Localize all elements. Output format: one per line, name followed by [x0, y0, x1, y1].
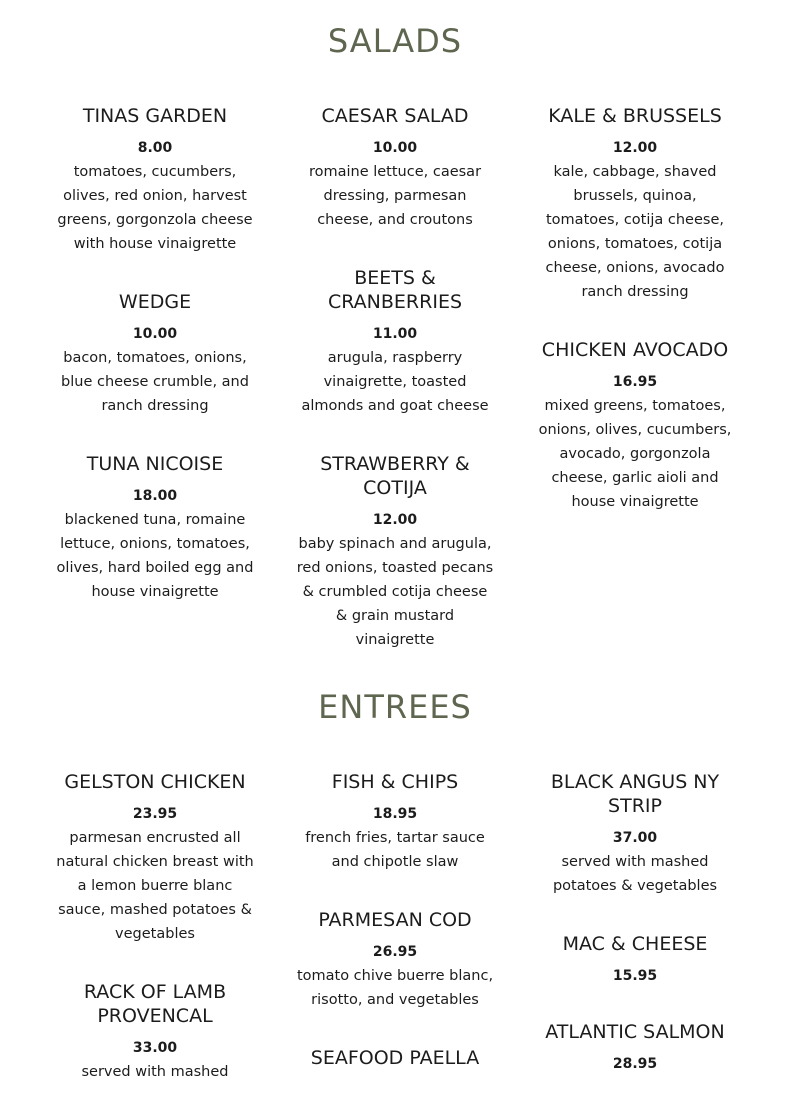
menu-item	[535, 770, 735, 898]
item-price: 12.00	[612, 140, 658, 156]
menu-item	[295, 1046, 495, 1070]
entrees-column-2	[295, 770, 495, 1104]
menu-item	[55, 980, 255, 1084]
item-description: romaine lettuce, caesar dressing, parmesan cheese, and croutons	[308, 164, 482, 228]
menu-item	[295, 452, 495, 652]
item-description: arugula, raspberry vinaigrette, toasted almonds and goat cheese	[301, 350, 489, 414]
entrees-heading: ENTREES	[318, 688, 472, 726]
item-name: KALE & BRUSSELS	[548, 105, 722, 127]
item-price: 16.95	[612, 374, 658, 390]
item-price: 10.00	[132, 326, 178, 342]
item-price: 18.95	[372, 806, 418, 822]
menu-item	[55, 770, 255, 946]
item-name: MAC & CHEESE	[562, 933, 708, 955]
item-description: mixed greens, tomatoes, onions, olives, cucumbers, avocado, gorgonzola cheese, garlic aioli and house vinaigrette	[538, 398, 732, 510]
item-price: 8.00	[137, 140, 173, 156]
item-name: TUNA NICOISE	[86, 453, 224, 475]
item-description: served with mashed	[81, 1064, 229, 1080]
item-name: CHICKEN AVOCADO	[541, 339, 729, 361]
menu-item	[55, 104, 255, 256]
item-name: BEETS & CRANBERRIES	[327, 267, 463, 313]
item-name: GELSTON CHICKEN	[64, 771, 246, 793]
item-description: tomato chive buerre blanc, risotto, and vegetables	[296, 968, 494, 1008]
menu-item	[535, 932, 735, 986]
salads-heading: SALADS	[327, 22, 463, 60]
menu-item	[535, 338, 735, 514]
item-description: parmesan encrusted all natural chicken breast with a lemon buerre blanc sauce, mashed potatoes & vegetables	[56, 830, 254, 942]
salads-column-2	[295, 104, 495, 686]
item-description: tomatoes, cucumbers, olives, red onion, harvest greens, gorgonzola cheese with house vinaigrette	[57, 164, 253, 252]
item-price: 28.95	[612, 1056, 658, 1072]
item-description: baby spinach and arugula, red onions, toasted pecans & crumbled cotija cheese & grain mustard vinaigrette	[296, 536, 494, 648]
menu-item	[295, 908, 495, 1012]
item-name: SEAFOOD PAELLA	[310, 1047, 480, 1069]
item-description: bacon, tomatoes, onions, blue cheese crumble, and ranch dressing	[61, 350, 249, 414]
item-description: kale, cabbage, shaved brussels, quinoa, tomatoes, cotija cheese, onions, tomatoes, cotija cheese, onions, avocado ranch dressing	[545, 164, 725, 300]
item-price: 37.00	[612, 830, 658, 846]
menu-item	[535, 104, 735, 304]
item-name: ATLANTIC SALMON	[545, 1021, 725, 1043]
item-price: 10.00	[372, 140, 418, 156]
item-price: 18.00	[132, 488, 178, 504]
item-description: blackened tuna, romaine lettuce, onions, tomatoes, olives, hard boiled egg and house vinaigrette	[56, 512, 254, 600]
item-price: 26.95	[372, 944, 418, 960]
item-price: 12.00	[372, 512, 418, 528]
item-name: FISH & CHIPS	[331, 771, 459, 793]
entrees-column-1	[55, 770, 255, 1118]
item-name: WEDGE	[118, 291, 192, 313]
item-price: 33.00	[132, 1040, 178, 1056]
item-price: 23.95	[132, 806, 178, 822]
menu-item	[295, 266, 495, 418]
item-price: 15.95	[612, 968, 658, 984]
salads-column-1	[55, 104, 255, 638]
salads-column-3	[535, 104, 735, 548]
menu-item	[295, 104, 495, 232]
item-price: 11.00	[372, 326, 418, 342]
item-name: RACK OF LAMB PROVENCAL	[83, 981, 227, 1027]
item-name: CAESAR SALAD	[321, 105, 469, 127]
menu-item	[295, 770, 495, 874]
item-name: BLACK ANGUS NY STRIP	[550, 771, 720, 817]
item-description: served with mashed potatoes & vegetables	[552, 854, 718, 894]
entrees-column-3	[535, 770, 735, 1108]
item-name: TINAS GARDEN	[82, 105, 228, 127]
menu-item	[535, 1020, 735, 1074]
item-description: french fries, tartar sauce and chipotle slaw	[305, 830, 485, 870]
item-name: PARMESAN COD	[318, 909, 472, 931]
menu-item	[55, 452, 255, 604]
menu-item	[55, 290, 255, 418]
item-name: STRAWBERRY & COTIJA	[320, 453, 470, 499]
